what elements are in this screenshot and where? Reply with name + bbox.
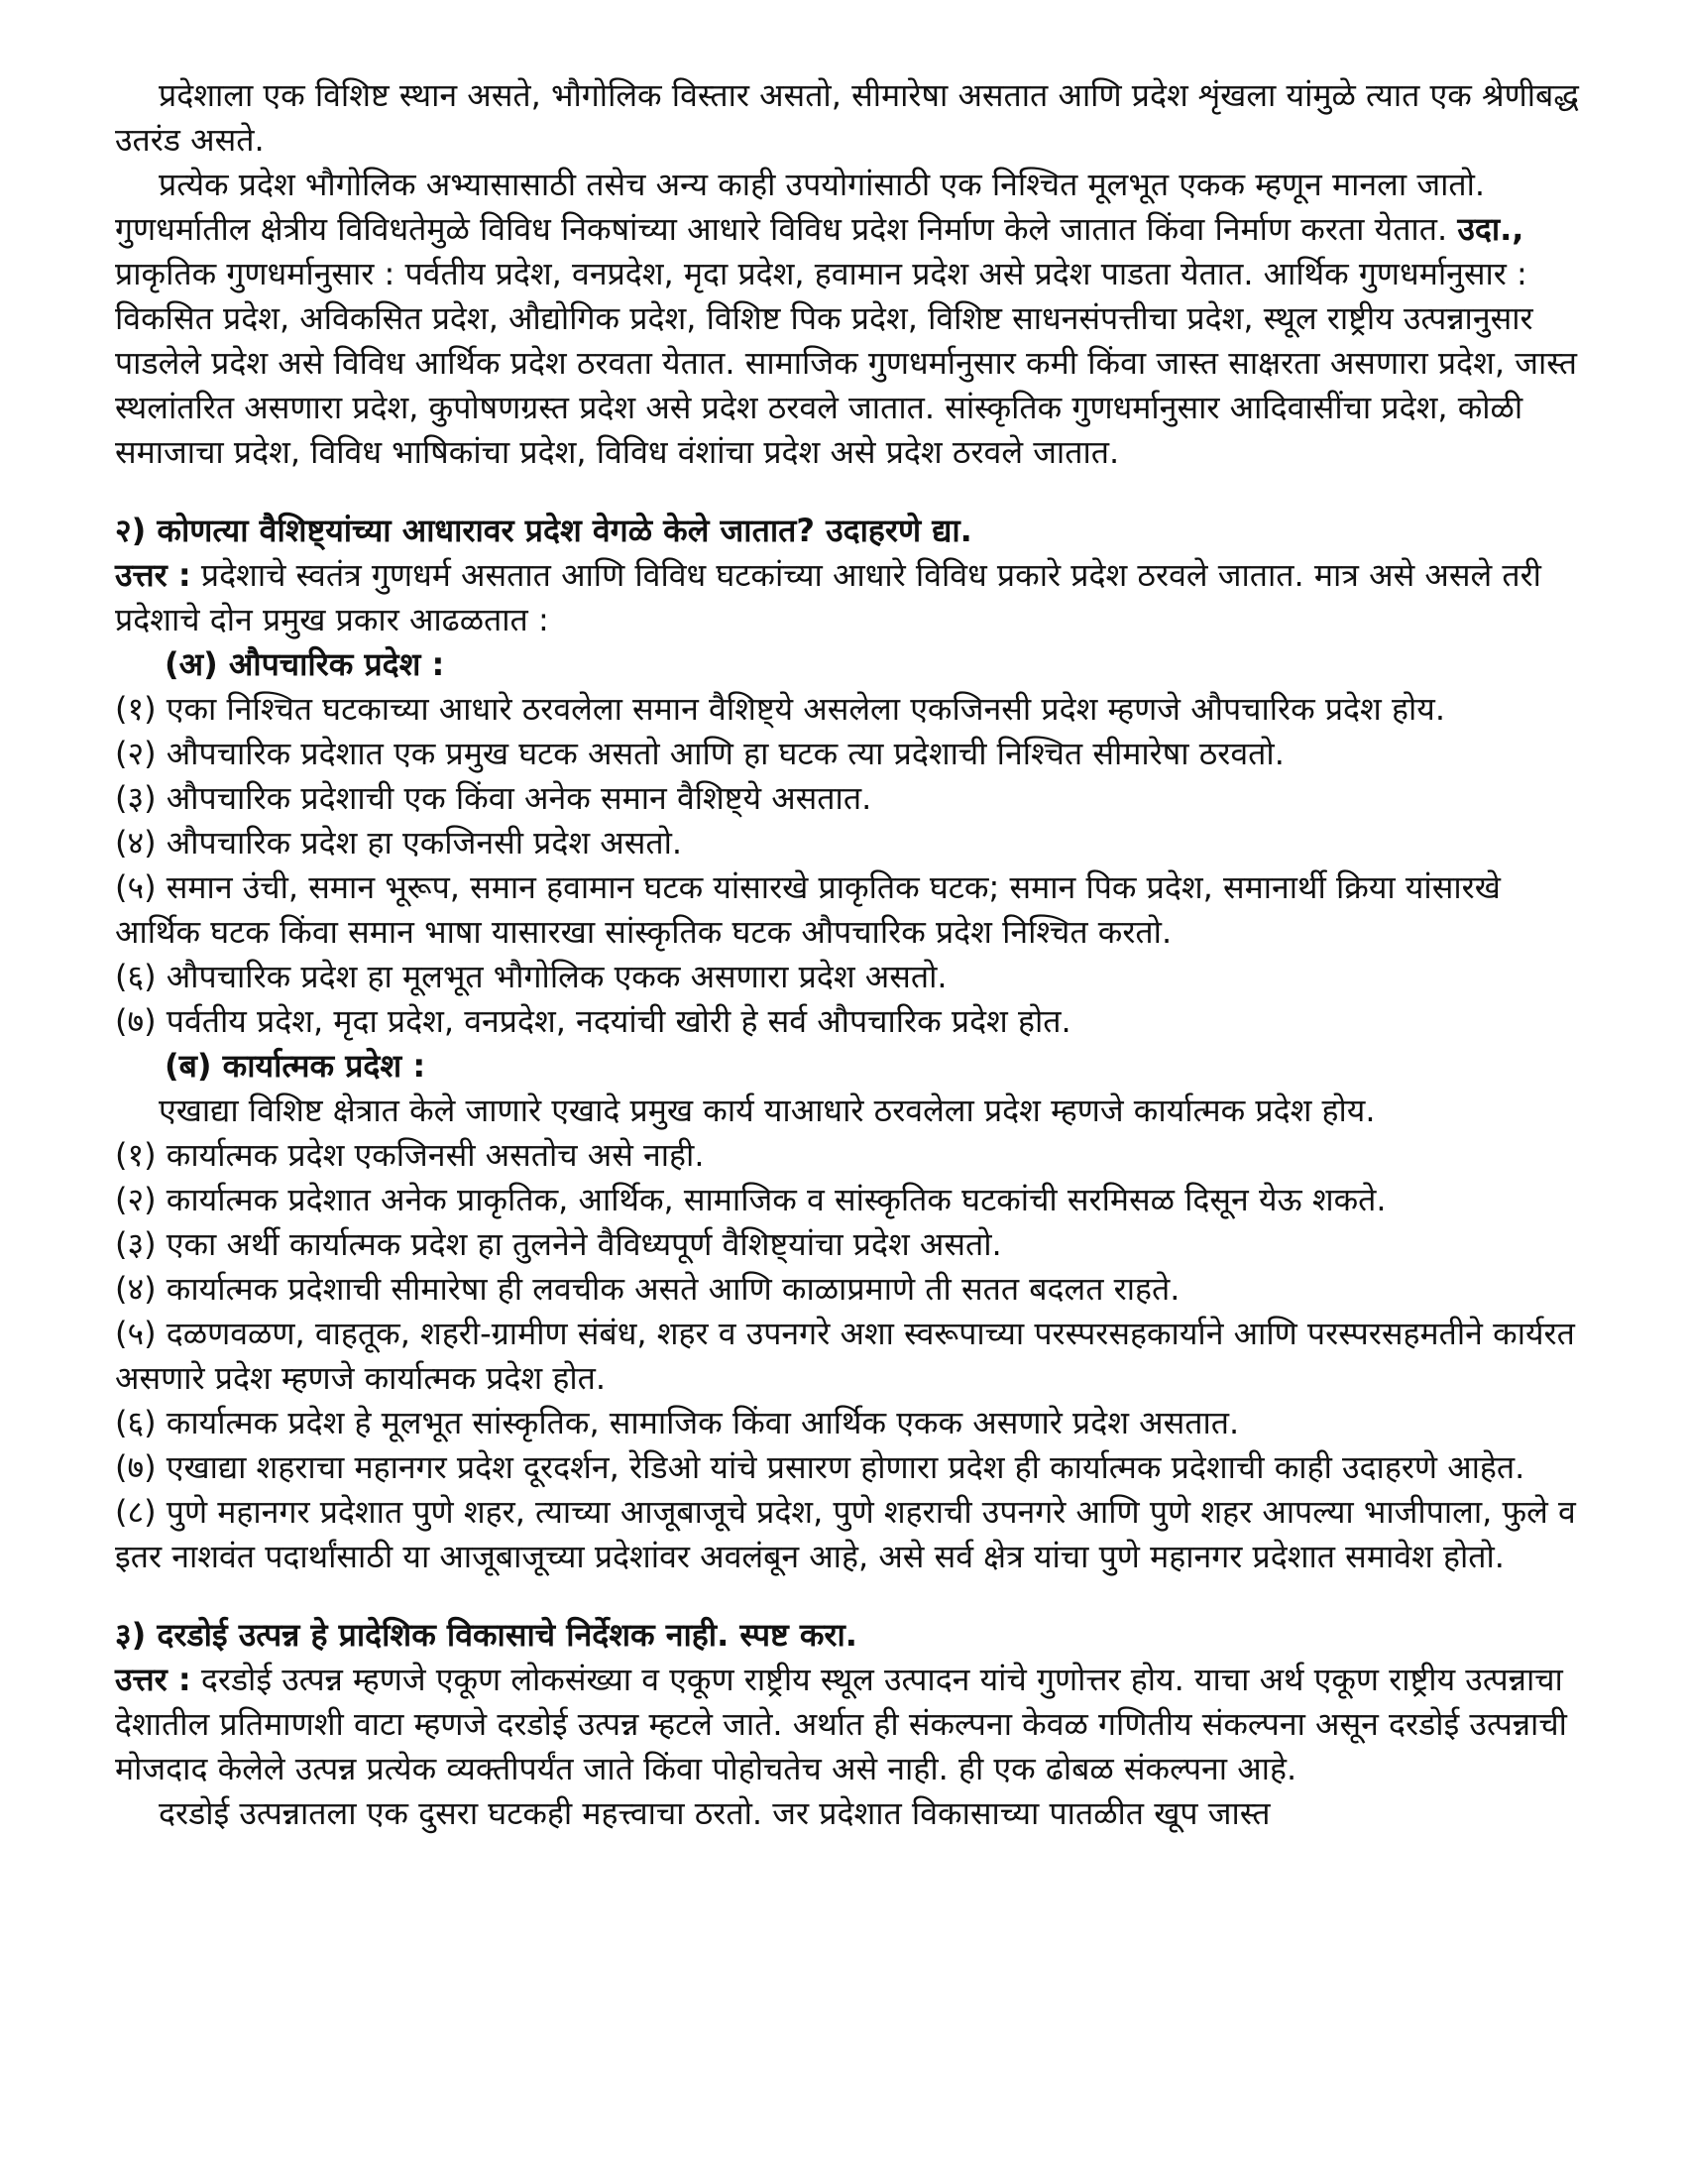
list-item: (२) कार्यात्मक प्रदेशात अनेक प्राकृतिक, आर्थिक, सामाजिक व सांस्कृतिक घटकांची सरमिसळ दिसून येऊ शकते.	[115, 1181, 1387, 1218]
functional-region-heading: (ब) कार्यात्मक प्रदेश :	[165, 1047, 426, 1085]
list-item: (५) समान उंची, समान भूरूप, समान हवामान घटक यांसारखे प्राकृतिक घटक; समान पिक प्रदेश, समानार्थी क्रिया यांसारखे आर्थिक घटक किंवा समान भाषा यासारखा सांस्कृतिक घटक औपचारिक प्रदेश निश्चित करतो.	[115, 868, 1501, 951]
list-item: (३) औपचारिक प्रदेशाची एक किंवा अनेक समान वैशिष्ट्ये असतात.	[115, 779, 872, 817]
paragraph-text: प्राकृतिक गुणधर्मानुसार : पर्वतीय प्रदेश, वनप्रदेश, मृदा प्रदेश, हवामान प्रदेश असे प्रदेश पाडता येतात. आर्थिक गुणधर्मानुसार : विकसित प्रदेश, अविकसित प्रदेश, औद्योगिक प्रदेश, विशिष्ट पिक प्रदेश, विशिष्ट साधनसंपत्तीचा प्रदेश, स्थूल राष्ट्रीय उत्पन्नानुसार पाडलेले प्रदेश असे विविध आर्थिक प्रदेश ठरवता येतात. सामाजिक गुणधर्मानुसार कमी किंवा जास्त साक्षरता असणारा प्रदेश, जास्त स्थलांतरित असणारा प्रदेश, कुपोषणग्रस्त प्रदेश असे प्रदेश ठरवले जातात. सांस्कृतिक गुणधर्मानुसार आदिवासींचा प्रदेश, कोळी समाजाचा प्रदेश, विविध भाषिकांचा प्रदेश, विविध वंशांचा प्रदेश असे प्रदेश ठरवले जातात.	[115, 255, 1577, 471]
list-item: (८) पुणे महानगर प्रदेशात पुणे शहर, त्याच्या आजूबाजूचे प्रदेश, पुणे शहराची उपनगरे आणि पुणे शहर आपल्या भाजीपाला, फुले व इतर नाशवंत पदार्थांसाठी या आजूबाजूच्या प्रदेशांवर अवलंबून आहे, असे सर्व क्षेत्र यांचा पुणे महानगर प्रदेशात समावेश होतो.	[115, 1493, 1576, 1575]
list-item: (७) एखाद्या शहराचा महानगर प्रदेश दूरदर्शन, रेडिओ यांचे प्रसारण होणारा प्रदेश ही कार्यात्मक प्रदेशाची काही उदाहरणे आहेत.	[115, 1448, 1525, 1486]
list-item: (६) औपचारिक प्रदेश हा मूलभूत भौगोलिक एकक असणारा प्रदेश असतो.	[115, 958, 948, 995]
question-3: ३) दरडोई उत्पन्न हे प्रादेशिक विकासाचे निर्देशक नाही. स्पष्ट करा.	[115, 1616, 857, 1654]
list-item: (६) कार्यात्मक प्रदेश हे मूलभूत सांस्कृतिक, सामाजिक किंवा आर्थिक एकक असणारे प्रदेश असतात.	[115, 1404, 1240, 1441]
answer-label: उत्तर :	[115, 1661, 191, 1698]
answer-3	[115, 1658, 1582, 1791]
list-item: (३) एका अर्थी कार्यात्मक प्रदेश हा तुलनेने वैविध्यपूर्ण वैशिष्ट्यांचा प्रदेश असतो.	[115, 1225, 1002, 1263]
paragraph-region-types	[115, 163, 1582, 475]
paragraph-region-position: प्रदेशाला एक विशिष्ट स्थान असते, भौगोलिक विस्तार असतो, सीमारेषा असतात आणि प्रदेश शृंखला यांमुळे त्यात एक श्रेणीबद्ध उतरंड असते.	[115, 76, 1579, 159]
list-item: (२) औपचारिक प्रदेशात एक प्रमुख घटक असतो आणि हा घटक त्या प्रदेशाची निश्चित सीमारेषा ठरवतो.	[115, 735, 1285, 772]
answer-3-continued: दरडोई उत्पन्नातला एक दुसरा घटकही महत्त्वाचा ठरतो. जर प्रदेशात विकासाच्या पातळीत खूप जास्त	[159, 1794, 1271, 1832]
list-item: (१) कार्यात्मक प्रदेश एकजिनसी असतोच असे नाही.	[115, 1136, 705, 1174]
question-2: २) कोणत्या वैशिष्ट्यांच्या आधारावर प्रदेश वेगळे केले जातात? उदाहरणे द्या.	[115, 512, 972, 549]
answer-label: उत्तर :	[115, 556, 191, 594]
functional-region-intro: एखाद्या विशिष्ट क्षेत्रात केले जाणारे एखादे प्रमुख कार्य याआधारे ठरवलेला प्रदेश म्हणजे कार्यात्मक प्रदेश होय.	[159, 1092, 1376, 1129]
list-item: (४) कार्यात्मक प्रदेशाची सीमारेषा ही लवचीक असते आणि काळाप्रमाणे ती सतत बदलत राहते.	[115, 1270, 1181, 1308]
list-item: (५) दळणवळण, वाहतूक, शहरी-ग्रामीण संबंध, शहर व उपनगरे अशा स्वरूपाच्या परस्परसहकार्याने आणि परस्परसहमतीने कार्यरत असणारे प्रदेश म्हणजे कार्यात्मक प्रदेश होत.	[115, 1315, 1575, 1397]
answer-text: प्रदेशाचे स्वतंत्र गुणधर्म असतात आणि विविध घटकांच्या आधारे विविध प्रकारे प्रदेश ठरवले जातात. मात्र असे असले तरी प्रदेशाचे दोन प्रमुख प्रकार आढळतात :	[115, 556, 1541, 638]
example-label: उदा.,	[1457, 210, 1524, 248]
list-item: (४) औपचारिक प्रदेश हा एकजिनसी प्रदेश असतो.	[115, 824, 683, 862]
formal-region-points	[115, 687, 1582, 1044]
answer-2-intro	[115, 553, 1582, 642]
formal-region-heading: (अ) औपचारिक प्रदेश :	[165, 645, 445, 683]
answer-text: दरडोई उत्पन्न म्हणजे एकूण लोकसंख्या व एकूण राष्ट्रीय स्थूल उत्पादन यांचे गुणोत्तर होय. याचा अर्थ एकूण राष्ट्रीय उत्पन्नाचा देशातील प्रतिमाणशी वाटा म्हणजे दरडोई उत्पन्न म्हटले जाते. अर्थात ही संकल्पना केवळ गणितीय संकल्पना असून दरडोई उत्पन्नाची मोजदाद केलेले उत्पन्न प्रत्येक व्यक्तीपर्यंत जाते किंवा पोहोचतेच असे नाही. ही एक ढोबळ संकल्पना आहे.	[115, 1661, 1567, 1787]
paragraph-text: प्रत्येक प्रदेश भौगोलिक अभ्यासासाठी तसेच अन्य काही उपयोगांसाठी एक निश्चित मूलभूत एकक म्हणून मानला जातो. गुणधर्मातील क्षेत्रीय विविधतेमुळे विविध निकषांच्या आधारे विविध प्रदेश निर्माण केले जातात किंवा निर्माण करता येतात.	[115, 166, 1486, 248]
functional-region-points	[115, 1133, 1582, 1579]
document-page	[115, 73, 1582, 1836]
list-item: (१) एका निश्चित घटकाच्या आधारे ठरवलेला समान वैशिष्ट्ये असलेला एकजिनसी प्रदेश म्हणजे औपचारिक प्रदेश होय.	[115, 690, 1445, 728]
list-item: (७) पर्वतीय प्रदेश, मृदा प्रदेश, वनप्रदेश, नदयांची खोरी हे सर्व औपचारिक प्रदेश होत.	[115, 1002, 1071, 1040]
